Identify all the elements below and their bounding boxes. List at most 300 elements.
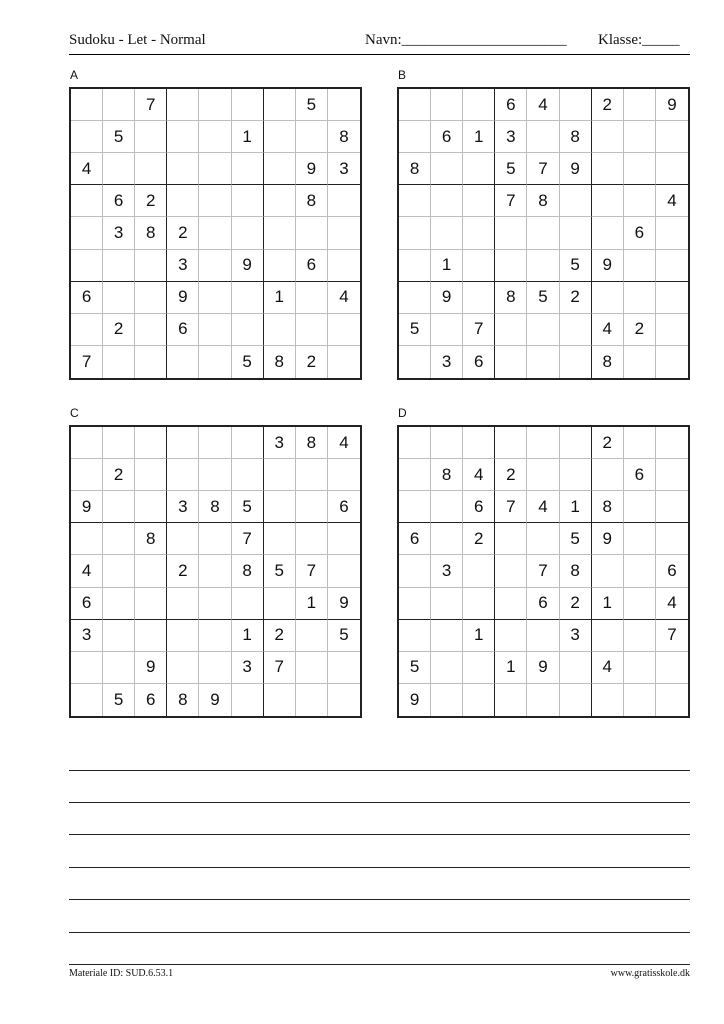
sudoku-cell: 7 (527, 153, 559, 185)
sudoku-cell: 5 (103, 684, 135, 716)
sudoku-cell[interactable] (135, 121, 167, 153)
sudoku-cell[interactable] (103, 427, 135, 459)
sudoku-cell[interactable] (199, 652, 231, 684)
sudoku-cell[interactable] (199, 523, 231, 555)
sudoku-cell[interactable] (264, 523, 296, 555)
sudoku-cell[interactable] (656, 153, 688, 185)
sudoku-cell: 2 (560, 282, 592, 314)
sudoku-cell[interactable] (264, 588, 296, 620)
sudoku-cell: 9 (592, 523, 624, 555)
sudoku-cell[interactable] (624, 153, 656, 185)
writing-line[interactable] (69, 834, 690, 835)
sudoku-cell[interactable] (624, 250, 656, 282)
sudoku-cell[interactable] (296, 523, 328, 555)
sudoku-cell[interactable] (560, 652, 592, 684)
sudoku-cell[interactable] (399, 185, 431, 217)
sudoku-cell: 5 (232, 491, 264, 523)
sudoku-cell[interactable] (463, 652, 495, 684)
sudoku-cell: 8 (495, 282, 527, 314)
sudoku-cell[interactable] (431, 314, 463, 346)
sudoku-cell: 2 (592, 89, 624, 121)
sudoku-cell: 5 (560, 523, 592, 555)
sudoku-cell: 8 (328, 121, 360, 153)
sudoku-cell[interactable] (431, 427, 463, 459)
sudoku-cell: 3 (167, 250, 199, 282)
sudoku-cell[interactable] (527, 314, 559, 346)
sudoku-cell[interactable] (71, 314, 103, 346)
sudoku-cell[interactable] (624, 282, 656, 314)
sudoku-cell[interactable] (527, 250, 559, 282)
sudoku-cell: 7 (135, 89, 167, 121)
sudoku-cell[interactable] (135, 346, 167, 378)
sudoku-cell[interactable] (527, 121, 559, 153)
sudoku-cell: 2 (135, 185, 167, 217)
sudoku-cell[interactable] (656, 314, 688, 346)
sudoku-cell: 5 (560, 250, 592, 282)
sudoku-cell[interactable] (431, 491, 463, 523)
sudoku-cell: 3 (167, 491, 199, 523)
sudoku-grid-d (397, 425, 690, 718)
sudoku-cell[interactable] (431, 217, 463, 249)
sudoku-cell[interactable] (431, 684, 463, 716)
sudoku-cell[interactable] (135, 459, 167, 491)
sudoku-cell[interactable] (560, 217, 592, 249)
sudoku-cell: 8 (264, 346, 296, 378)
sudoku-cell: 6 (399, 523, 431, 555)
sudoku-cell: 4 (527, 491, 559, 523)
sudoku-cell[interactable] (103, 491, 135, 523)
sudoku-cell: 7 (264, 652, 296, 684)
sudoku-cell[interactable] (527, 523, 559, 555)
writing-line[interactable] (69, 932, 690, 933)
sudoku-cell[interactable] (463, 153, 495, 185)
sudoku-cell: 7 (232, 523, 264, 555)
sudoku-cell[interactable] (167, 346, 199, 378)
sudoku-cell[interactable] (264, 491, 296, 523)
sudoku-cell[interactable] (431, 588, 463, 620)
sudoku-grid-b (397, 87, 690, 380)
sudoku-cell[interactable] (167, 588, 199, 620)
sudoku-cell[interactable] (592, 684, 624, 716)
sudoku-cell: 3 (232, 652, 264, 684)
sudoku-cell[interactable] (463, 684, 495, 716)
sudoku-cell: 4 (71, 153, 103, 185)
writing-line[interactable] (69, 867, 690, 868)
sudoku-cell[interactable] (264, 314, 296, 346)
sudoku-cell[interactable] (232, 217, 264, 249)
sudoku-cell[interactable] (399, 427, 431, 459)
sudoku-cell: 4 (592, 314, 624, 346)
sudoku-cell[interactable] (624, 684, 656, 716)
sudoku-cell[interactable] (656, 250, 688, 282)
sudoku-cell[interactable] (495, 250, 527, 282)
sudoku-cell[interactable] (264, 89, 296, 121)
sudoku-cell: 3 (103, 217, 135, 249)
sudoku-cell[interactable] (431, 652, 463, 684)
class-field-label[interactable]: Klasse:_____ (598, 32, 680, 48)
sudoku-cell[interactable] (103, 620, 135, 652)
sudoku-cell[interactable] (71, 217, 103, 249)
sudoku-cell: 1 (592, 588, 624, 620)
sudoku-cell[interactable] (232, 459, 264, 491)
sudoku-cell[interactable] (560, 459, 592, 491)
sudoku-cell[interactable] (135, 250, 167, 282)
sudoku-cell[interactable] (103, 153, 135, 185)
sudoku-cell[interactable] (328, 185, 360, 217)
sudoku-cell[interactable] (167, 427, 199, 459)
sudoku-cell[interactable] (264, 153, 296, 185)
sudoku-cell[interactable] (560, 89, 592, 121)
sudoku-cell: 8 (431, 459, 463, 491)
sudoku-cell[interactable] (199, 250, 231, 282)
sudoku-cell[interactable] (264, 684, 296, 716)
sudoku-cell[interactable] (135, 153, 167, 185)
sudoku-cell[interactable] (328, 459, 360, 491)
sudoku-cell[interactable] (296, 491, 328, 523)
sudoku-cell: 2 (560, 588, 592, 620)
sudoku-cell[interactable] (296, 684, 328, 716)
sudoku-cell: 7 (495, 185, 527, 217)
sudoku-cell: 9 (592, 250, 624, 282)
sudoku-cell[interactable] (463, 427, 495, 459)
sudoku-cell: 7 (656, 620, 688, 652)
sudoku-cell[interactable] (199, 153, 231, 185)
sudoku-cell[interactable] (328, 652, 360, 684)
sudoku-cell: 6 (71, 282, 103, 314)
sudoku-cell[interactable] (167, 459, 199, 491)
sudoku-cell[interactable] (232, 314, 264, 346)
sudoku-cell[interactable] (328, 684, 360, 716)
sudoku-cell[interactable] (264, 217, 296, 249)
sudoku-cell[interactable] (71, 684, 103, 716)
sudoku-cell[interactable] (103, 588, 135, 620)
sudoku-cell[interactable] (199, 427, 231, 459)
sudoku-cell: 3 (431, 555, 463, 587)
name-field-label[interactable]: Navn:______________________ (365, 32, 567, 48)
sudoku-cell: 8 (135, 217, 167, 249)
writing-line[interactable] (69, 802, 690, 803)
sudoku-cell: 9 (296, 153, 328, 185)
sudoku-cell[interactable] (560, 427, 592, 459)
sudoku-cell[interactable] (431, 89, 463, 121)
sudoku-cell[interactable] (232, 89, 264, 121)
sudoku-cell[interactable] (399, 491, 431, 523)
sudoku-cell: 6 (296, 250, 328, 282)
sudoku-cell[interactable] (199, 217, 231, 249)
sudoku-cell[interactable] (495, 427, 527, 459)
sudoku-cell[interactable] (592, 217, 624, 249)
sudoku-cell[interactable] (431, 620, 463, 652)
sudoku-cell: 4 (328, 427, 360, 459)
sudoku-cell[interactable] (328, 523, 360, 555)
sudoku-cell[interactable] (328, 250, 360, 282)
sudoku-cell[interactable] (71, 89, 103, 121)
puzzle-d-label: D (398, 406, 407, 420)
sudoku-cell[interactable] (624, 523, 656, 555)
sudoku-grid-c (69, 425, 362, 718)
sudoku-cell[interactable] (232, 282, 264, 314)
sudoku-cell: 1 (232, 620, 264, 652)
footer-rule (69, 964, 690, 965)
sudoku-cell: 5 (296, 89, 328, 121)
sudoku-cell: 5 (328, 620, 360, 652)
sudoku-cell: 6 (135, 684, 167, 716)
sudoku-cell[interactable] (624, 346, 656, 378)
sudoku-cell[interactable] (463, 588, 495, 620)
sudoku-cell[interactable] (167, 523, 199, 555)
sudoku-cell[interactable] (399, 459, 431, 491)
sudoku-cell[interactable] (264, 459, 296, 491)
sudoku-cell[interactable] (71, 427, 103, 459)
sudoku-cell: 7 (71, 346, 103, 378)
sudoku-cell[interactable] (495, 314, 527, 346)
sudoku-cell: 8 (592, 491, 624, 523)
sudoku-cell: 8 (399, 153, 431, 185)
sudoku-cell[interactable] (296, 121, 328, 153)
sudoku-cell[interactable] (560, 314, 592, 346)
sudoku-cell[interactable] (71, 523, 103, 555)
sudoku-cell[interactable] (592, 282, 624, 314)
sudoku-cell[interactable] (167, 121, 199, 153)
sudoku-cell[interactable] (624, 185, 656, 217)
sudoku-cell[interactable] (135, 588, 167, 620)
sudoku-cell[interactable] (399, 217, 431, 249)
sudoku-cell[interactable] (199, 346, 231, 378)
writing-line[interactable] (69, 899, 690, 900)
sudoku-cell[interactable] (296, 652, 328, 684)
sudoku-cell: 6 (624, 459, 656, 491)
sudoku-cell[interactable] (167, 89, 199, 121)
sudoku-cell[interactable] (71, 652, 103, 684)
sudoku-cell[interactable] (296, 217, 328, 249)
sudoku-cell[interactable] (656, 217, 688, 249)
sudoku-cell[interactable] (495, 555, 527, 587)
sudoku-cell: 1 (560, 491, 592, 523)
sudoku-cell[interactable] (495, 217, 527, 249)
sudoku-cell[interactable] (328, 346, 360, 378)
sudoku-cell[interactable] (232, 588, 264, 620)
puzzle-b-label: B (398, 68, 407, 82)
sudoku-cell[interactable] (656, 427, 688, 459)
sudoku-cell[interactable] (527, 217, 559, 249)
sudoku-cell[interactable] (399, 121, 431, 153)
sudoku-cell[interactable] (71, 185, 103, 217)
sudoku-cell[interactable] (103, 523, 135, 555)
sudoku-cell[interactable] (592, 153, 624, 185)
sudoku-cell[interactable] (232, 684, 264, 716)
sudoku-cell[interactable] (199, 89, 231, 121)
material-id: Materiale ID: SUD.6.53.1 (69, 968, 174, 979)
sudoku-cell[interactable] (328, 217, 360, 249)
sudoku-cell: 1 (264, 282, 296, 314)
sudoku-cell[interactable] (199, 185, 231, 217)
sudoku-cell: 8 (560, 121, 592, 153)
sudoku-cell[interactable] (103, 89, 135, 121)
sudoku-cell: 2 (167, 555, 199, 587)
sudoku-cell: 5 (264, 555, 296, 587)
sudoku-cell[interactable] (463, 185, 495, 217)
sudoku-cell: 4 (328, 282, 360, 314)
sudoku-cell[interactable] (463, 282, 495, 314)
sudoku-cell[interactable] (592, 185, 624, 217)
sudoku-cell[interactable] (103, 555, 135, 587)
sudoku-cell: 8 (135, 523, 167, 555)
sudoku-cell[interactable] (199, 282, 231, 314)
sudoku-cell[interactable] (624, 652, 656, 684)
sudoku-cell: 7 (296, 555, 328, 587)
sudoku-cell[interactable] (328, 314, 360, 346)
sudoku-cell[interactable] (431, 523, 463, 555)
sudoku-cell[interactable] (656, 121, 688, 153)
sudoku-cell[interactable] (656, 282, 688, 314)
sudoku-cell[interactable] (624, 427, 656, 459)
sudoku-cell[interactable] (296, 282, 328, 314)
sudoku-cell[interactable] (135, 314, 167, 346)
sudoku-cell[interactable] (495, 588, 527, 620)
sudoku-cell[interactable] (328, 555, 360, 587)
sudoku-cell[interactable] (399, 250, 431, 282)
sudoku-cell[interactable] (399, 588, 431, 620)
sudoku-cell: 8 (296, 185, 328, 217)
sudoku-cell[interactable] (399, 346, 431, 378)
sudoku-cell: 5 (527, 282, 559, 314)
sudoku-cell[interactable] (399, 89, 431, 121)
sudoku-cell[interactable] (495, 684, 527, 716)
sudoku-cell: 8 (592, 346, 624, 378)
sudoku-cell: 4 (527, 89, 559, 121)
sudoku-cell[interactable] (232, 427, 264, 459)
sudoku-cell[interactable] (656, 491, 688, 523)
sudoku-cell[interactable] (232, 185, 264, 217)
page-header (69, 32, 690, 54)
sudoku-cell[interactable] (495, 523, 527, 555)
sudoku-cell[interactable] (624, 491, 656, 523)
sudoku-cell: 8 (232, 555, 264, 587)
sudoku-cell[interactable] (431, 185, 463, 217)
sudoku-cell[interactable] (656, 684, 688, 716)
sudoku-cell[interactable] (167, 185, 199, 217)
sudoku-cell[interactable] (135, 491, 167, 523)
sudoku-cell[interactable] (656, 523, 688, 555)
sudoku-cell[interactable] (296, 459, 328, 491)
sudoku-cell[interactable] (199, 620, 231, 652)
sudoku-cell[interactable] (135, 555, 167, 587)
sudoku-cell[interactable] (135, 282, 167, 314)
sudoku-cell[interactable] (71, 250, 103, 282)
sudoku-cell[interactable] (495, 620, 527, 652)
sudoku-cell[interactable] (399, 282, 431, 314)
sudoku-cell[interactable] (624, 555, 656, 587)
sudoku-cell[interactable] (232, 153, 264, 185)
sudoku-cell[interactable] (560, 185, 592, 217)
sudoku-cell[interactable] (199, 314, 231, 346)
sudoku-cell[interactable] (624, 121, 656, 153)
sudoku-cell[interactable] (592, 459, 624, 491)
sudoku-cell: 2 (103, 314, 135, 346)
sudoku-cell: 7 (495, 491, 527, 523)
sudoku-cell[interactable] (264, 185, 296, 217)
sudoku-cell[interactable] (71, 121, 103, 153)
sudoku-cell[interactable] (199, 121, 231, 153)
sudoku-cell: 3 (495, 121, 527, 153)
sudoku-cell: 2 (463, 523, 495, 555)
sudoku-cell: 9 (232, 250, 264, 282)
sudoku-cell[interactable] (264, 121, 296, 153)
sudoku-cell[interactable] (103, 652, 135, 684)
sudoku-cell[interactable] (71, 459, 103, 491)
sudoku-cell[interactable] (167, 652, 199, 684)
writing-line[interactable] (69, 770, 690, 771)
sudoku-cell[interactable] (167, 153, 199, 185)
sudoku-cell[interactable] (399, 555, 431, 587)
sudoku-cell[interactable] (592, 555, 624, 587)
sudoku-cell[interactable] (656, 652, 688, 684)
puzzle-c-label: C (70, 406, 79, 420)
sudoku-cell: 3 (264, 427, 296, 459)
sudoku-cell[interactable] (199, 459, 231, 491)
puzzle-a-label: A (70, 68, 79, 82)
sudoku-cell[interactable] (592, 121, 624, 153)
sudoku-cell[interactable] (199, 588, 231, 620)
sudoku-cell[interactable] (463, 89, 495, 121)
sudoku-cell[interactable] (296, 620, 328, 652)
sudoku-cell: 9 (527, 652, 559, 684)
sudoku-cell: 5 (399, 652, 431, 684)
sudoku-cell[interactable] (296, 314, 328, 346)
sudoku-cell: 8 (560, 555, 592, 587)
sudoku-cell: 1 (296, 588, 328, 620)
sudoku-cell[interactable] (560, 346, 592, 378)
sudoku-cell[interactable] (656, 459, 688, 491)
sudoku-cell[interactable] (431, 153, 463, 185)
sudoku-cell: 6 (167, 314, 199, 346)
sudoku-cell[interactable] (495, 346, 527, 378)
sudoku-cell[interactable] (135, 427, 167, 459)
sudoku-cell[interactable] (264, 250, 296, 282)
sudoku-cell[interactable] (463, 555, 495, 587)
sudoku-cell[interactable] (527, 459, 559, 491)
sudoku-cell[interactable] (527, 620, 559, 652)
sudoku-cell[interactable] (463, 217, 495, 249)
sudoku-cell: 7 (527, 555, 559, 587)
sudoku-grid-a (69, 87, 362, 380)
sudoku-cell[interactable] (328, 89, 360, 121)
sudoku-cell[interactable] (463, 250, 495, 282)
sudoku-cell[interactable] (103, 282, 135, 314)
sudoku-cell[interactable] (399, 620, 431, 652)
sudoku-cell: 4 (463, 459, 495, 491)
sudoku-cell[interactable] (527, 684, 559, 716)
sudoku-cell[interactable] (560, 684, 592, 716)
sudoku-cell[interactable] (624, 620, 656, 652)
sudoku-cell[interactable] (624, 588, 656, 620)
header-rule (69, 54, 690, 55)
sudoku-cell[interactable] (527, 346, 559, 378)
sudoku-cell: 3 (71, 620, 103, 652)
sudoku-cell[interactable] (167, 620, 199, 652)
sudoku-cell[interactable] (656, 346, 688, 378)
sudoku-cell[interactable] (199, 555, 231, 587)
sudoku-cell[interactable] (527, 427, 559, 459)
sudoku-cell[interactable] (592, 620, 624, 652)
sudoku-cell: 1 (431, 250, 463, 282)
sudoku-cell[interactable] (103, 346, 135, 378)
sudoku-cell[interactable] (103, 250, 135, 282)
sudoku-cell[interactable] (624, 89, 656, 121)
sudoku-cell: 9 (399, 684, 431, 716)
sudoku-cell: 8 (167, 684, 199, 716)
sudoku-cell[interactable] (135, 620, 167, 652)
